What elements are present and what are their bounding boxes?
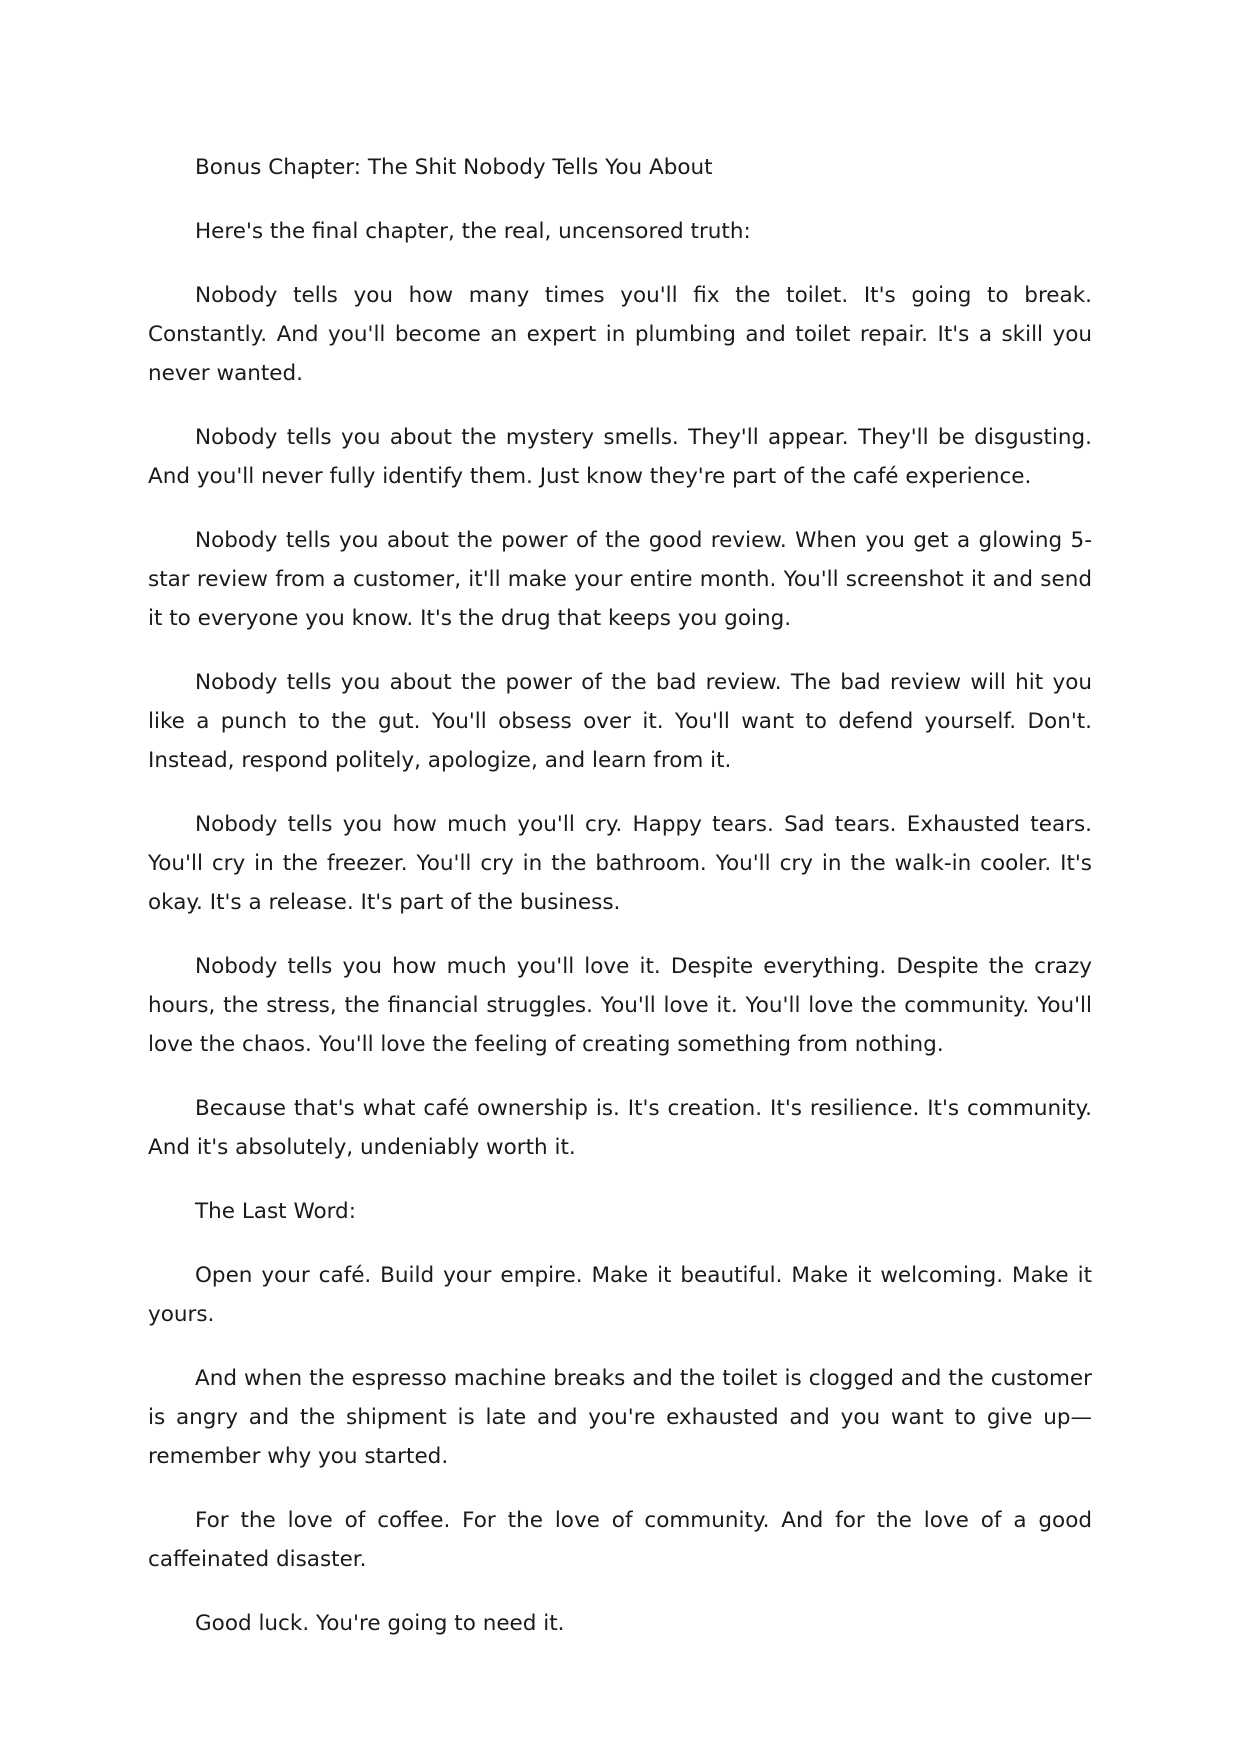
closing-good-luck: Good luck. You're going to need it. bbox=[195, 1611, 565, 1636]
document-body bbox=[148, 148, 1092, 1643]
paragraph-toilet: Nobody tells you how many times you'll fix the toilet. It's going to break. Constantly. And you'll become an expert in plumbing and toilet repair. It's a skill you never wanted. bbox=[148, 283, 1092, 386]
closing-open-cafe: Open your café. Build your empire. Make it beautiful. Make it welcoming. Make it yours. bbox=[148, 1263, 1092, 1327]
last-word-heading: The Last Word: bbox=[195, 1199, 356, 1224]
closing-love-coffee: For the love of coffee. For the love of community. And for the love of a good caffeinated disaster. bbox=[148, 1508, 1092, 1572]
closing-remember: And when the espresso machine breaks and the toilet is clogged and the customer is angry and the shipment is late and you're exhausted and you want to give up—remember why you started. bbox=[148, 1366, 1092, 1469]
intro-paragraph: Here's the final chapter, the real, uncensored truth: bbox=[195, 219, 751, 244]
paragraph-smells: Nobody tells you about the mystery smells. They'll appear. They'll be disgusting. And you'll never fully identify them. Just know they're part of the café experience. bbox=[148, 425, 1092, 489]
paragraph-love: Nobody tells you how much you'll love it. Despite everything. Despite the crazy hours, the stress, the financial struggles. You'll love it. You'll love the community. You'll love the chaos. You'll love the feeling of creating something from nothing. bbox=[148, 954, 1092, 1057]
paragraph-bad-review: Nobody tells you about the power of the bad review. The bad review will hit you like a punch to the gut. You'll obsess over it. You'll want to defend yourself. Don't. Instead, respond politely, apologize, and learn from it. bbox=[148, 670, 1092, 773]
paragraph-ownership: Because that's what café ownership is. It's creation. It's resilience. It's community. And it's absolutely, undeniably worth it. bbox=[148, 1096, 1092, 1160]
paragraph-good-review: Nobody tells you about the power of the good review. When you get a glowing 5-star review from a customer, it'll make your entire month. You'll screenshot it and send it to everyone you know. It's the drug that keeps you going. bbox=[148, 528, 1092, 631]
paragraph-cry: Nobody tells you how much you'll cry. Happy tears. Sad tears. Exhausted tears. You'll cry in the freezer. You'll cry in the bathroom. You'll cry in the walk-in cooler. It's okay. It's a release. It's part of the business. bbox=[148, 812, 1092, 915]
chapter-title: Bonus Chapter: The Shit Nobody Tells You About bbox=[195, 155, 713, 180]
